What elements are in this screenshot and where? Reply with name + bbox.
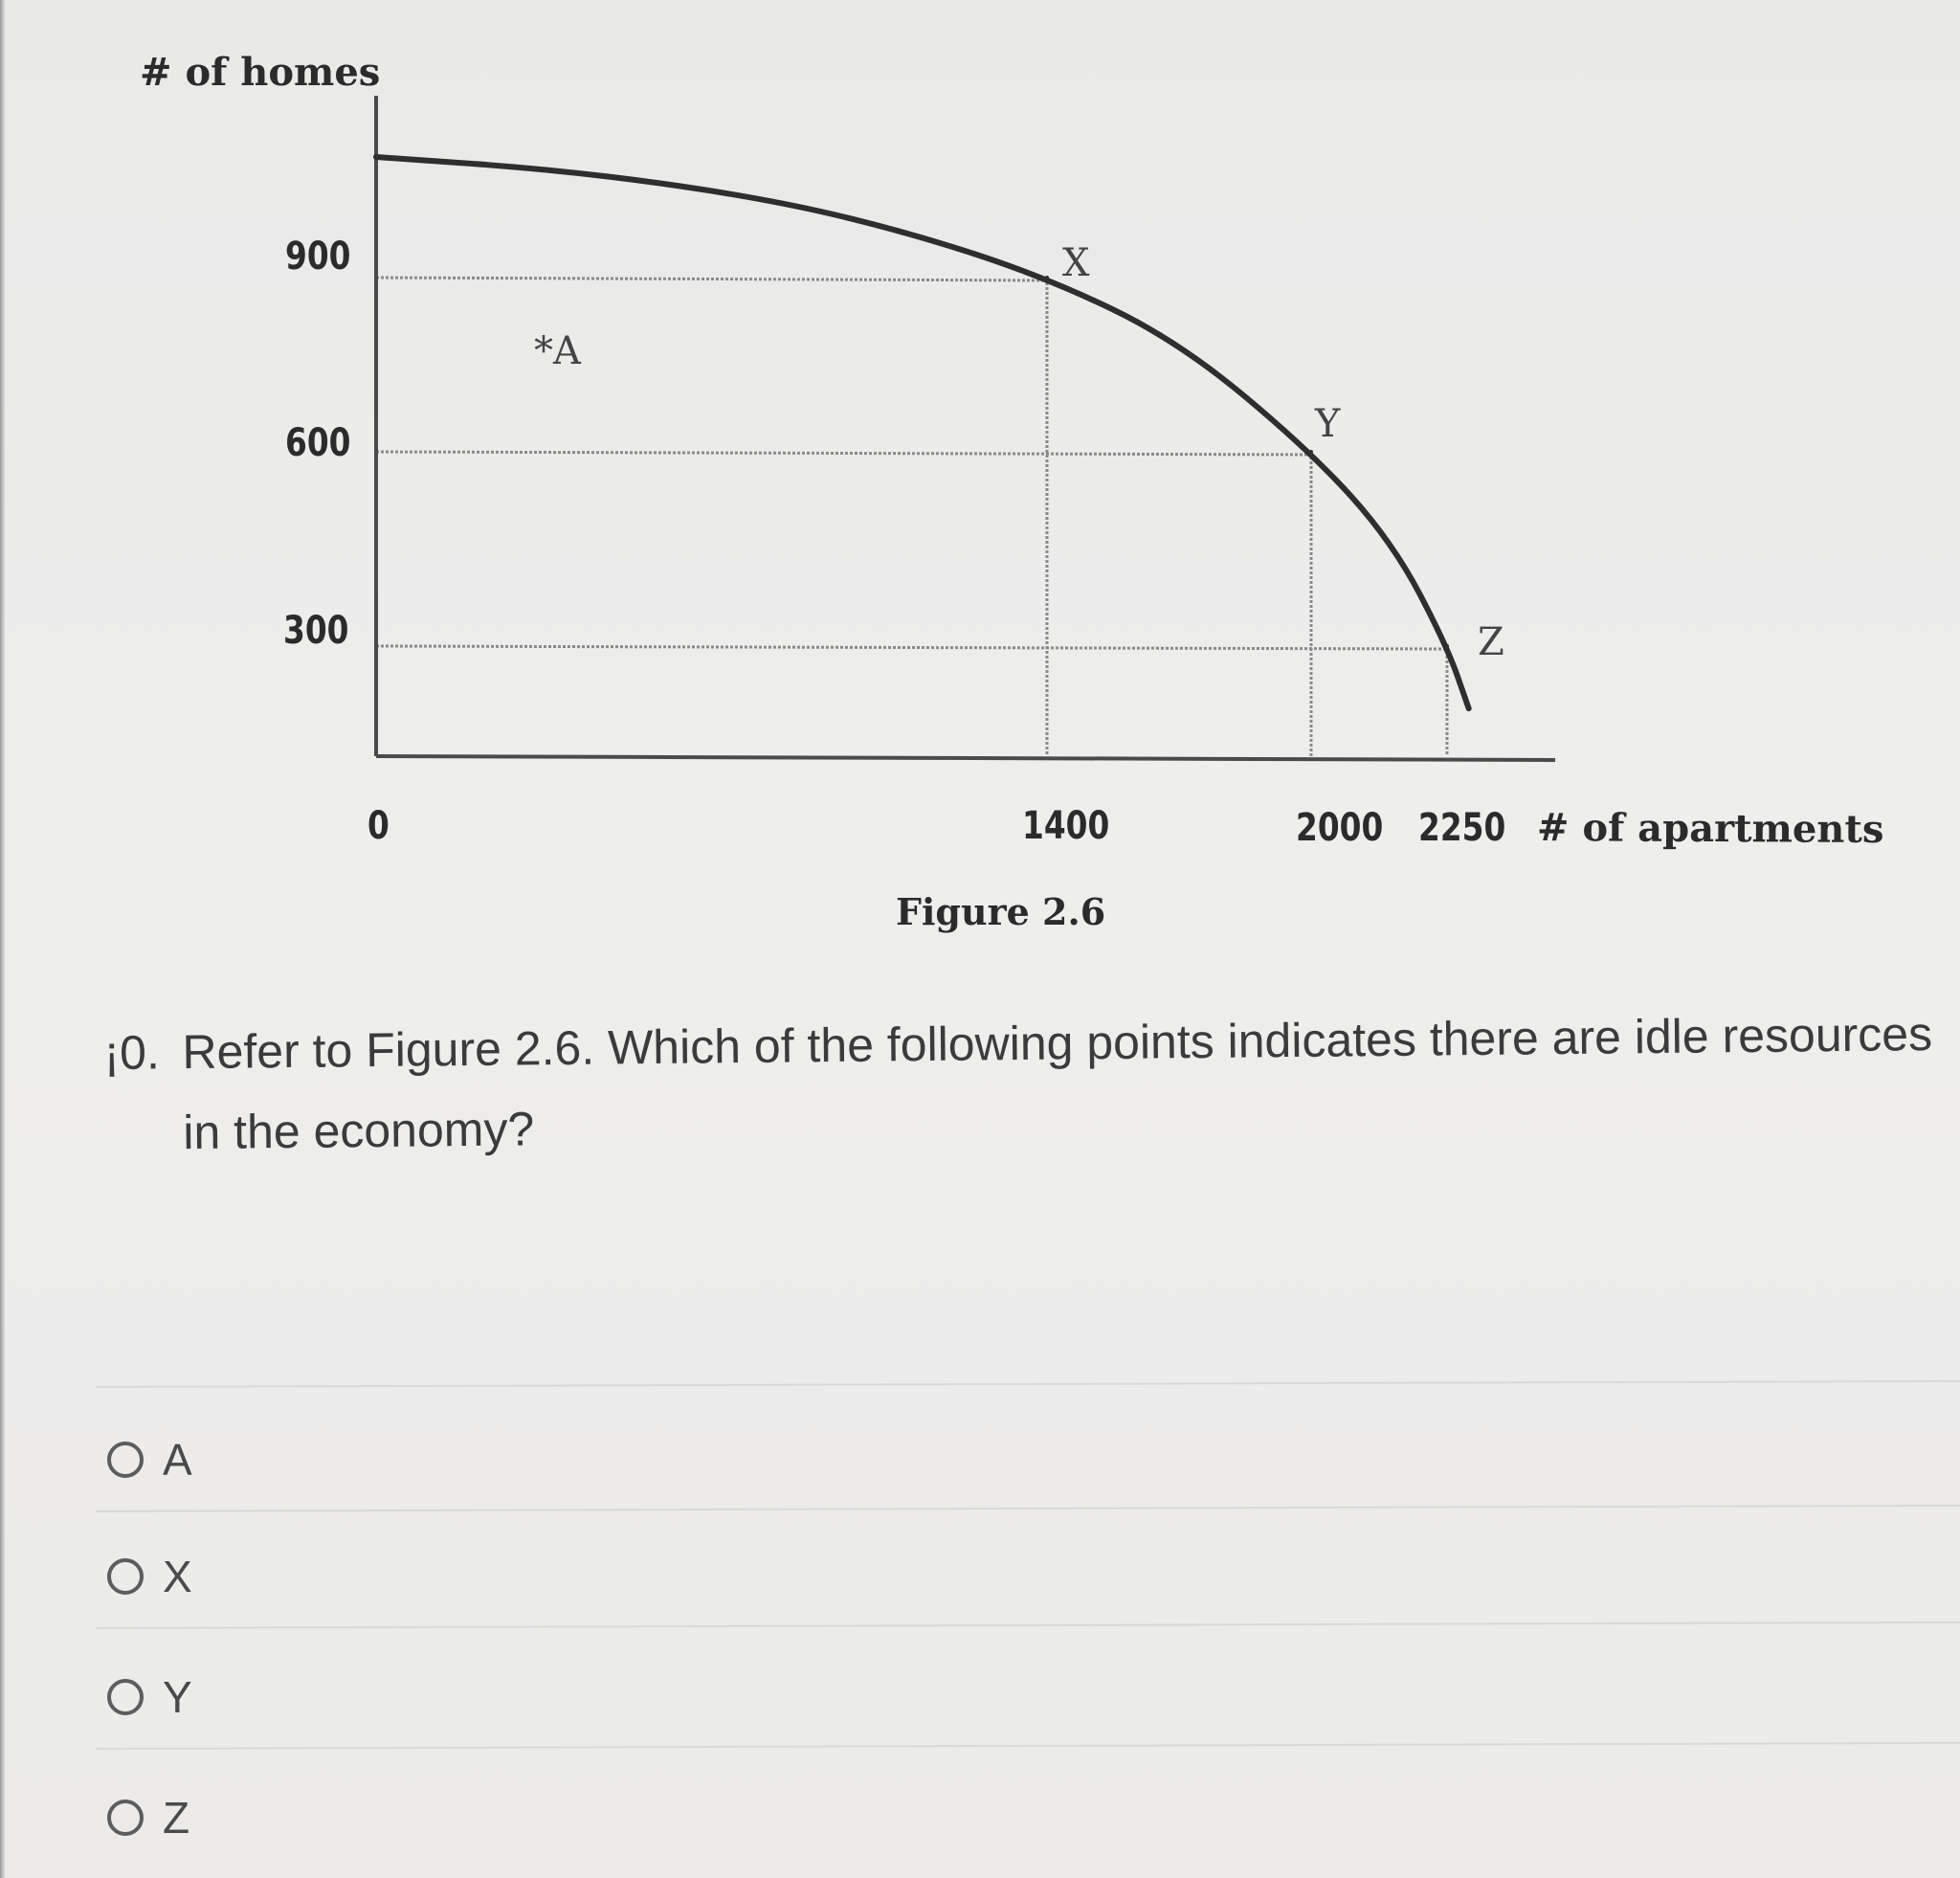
point-y <box>1309 450 1313 454</box>
y-tick-600: 600 <box>285 421 351 465</box>
radio-x[interactable] <box>107 1558 144 1595</box>
option-y[interactable] <box>107 1671 192 1723</box>
option-a-label: A <box>163 1435 192 1485</box>
radio-y[interactable] <box>107 1679 144 1715</box>
option-z[interactable] <box>107 1792 189 1844</box>
option-x-label: X <box>163 1552 192 1601</box>
point-x <box>1045 276 1049 279</box>
y-tick-300: 300 <box>283 609 349 653</box>
figure-caption: Figure 2.6 <box>896 890 1106 933</box>
question-line-1: Refer to Figure 2.6. Which of the following points indicates there are idle resources <box>182 1006 1933 1080</box>
point-label-z: Z <box>1478 620 1504 664</box>
guide-h-z <box>376 646 1447 649</box>
divider-3 <box>96 1742 1960 1750</box>
x-tick-1400: 1400 <box>1022 804 1110 848</box>
ppf-curve-group <box>376 157 1469 708</box>
point-label-a: *A <box>534 329 581 373</box>
y-tick-900: 900 <box>285 235 351 279</box>
point-label-y: Y <box>1315 402 1341 446</box>
x-tick-2000: 2000 <box>1296 806 1384 850</box>
divider-top <box>96 1380 1960 1388</box>
option-z-label: Z <box>163 1793 190 1843</box>
option-a[interactable] <box>107 1434 192 1486</box>
question-line-2: in the economy? <box>183 1102 535 1160</box>
ppf-curve <box>376 157 1469 708</box>
x-tick-0: 0 <box>368 804 390 848</box>
x-tick-2250: 2250 <box>1418 806 1506 850</box>
question-text <box>103 994 1952 1174</box>
x-axis-line <box>376 756 1555 760</box>
y-axis-label: # of homes <box>140 50 381 95</box>
option-x[interactable] <box>107 1551 192 1602</box>
x-axis-label: # of apartments <box>1536 805 1884 852</box>
option-y-label: Y <box>163 1672 192 1722</box>
guide-h-x <box>376 278 1047 280</box>
point-z <box>1445 644 1449 648</box>
question-number: ¡0. <box>103 1025 161 1080</box>
divider-2 <box>96 1621 1960 1629</box>
radio-a[interactable] <box>107 1442 144 1478</box>
divider-1 <box>96 1505 1960 1512</box>
radio-z[interactable] <box>107 1800 144 1836</box>
chart-axes <box>376 96 1555 760</box>
point-label-x: X <box>1062 241 1090 285</box>
guide-h-y <box>376 452 1311 455</box>
